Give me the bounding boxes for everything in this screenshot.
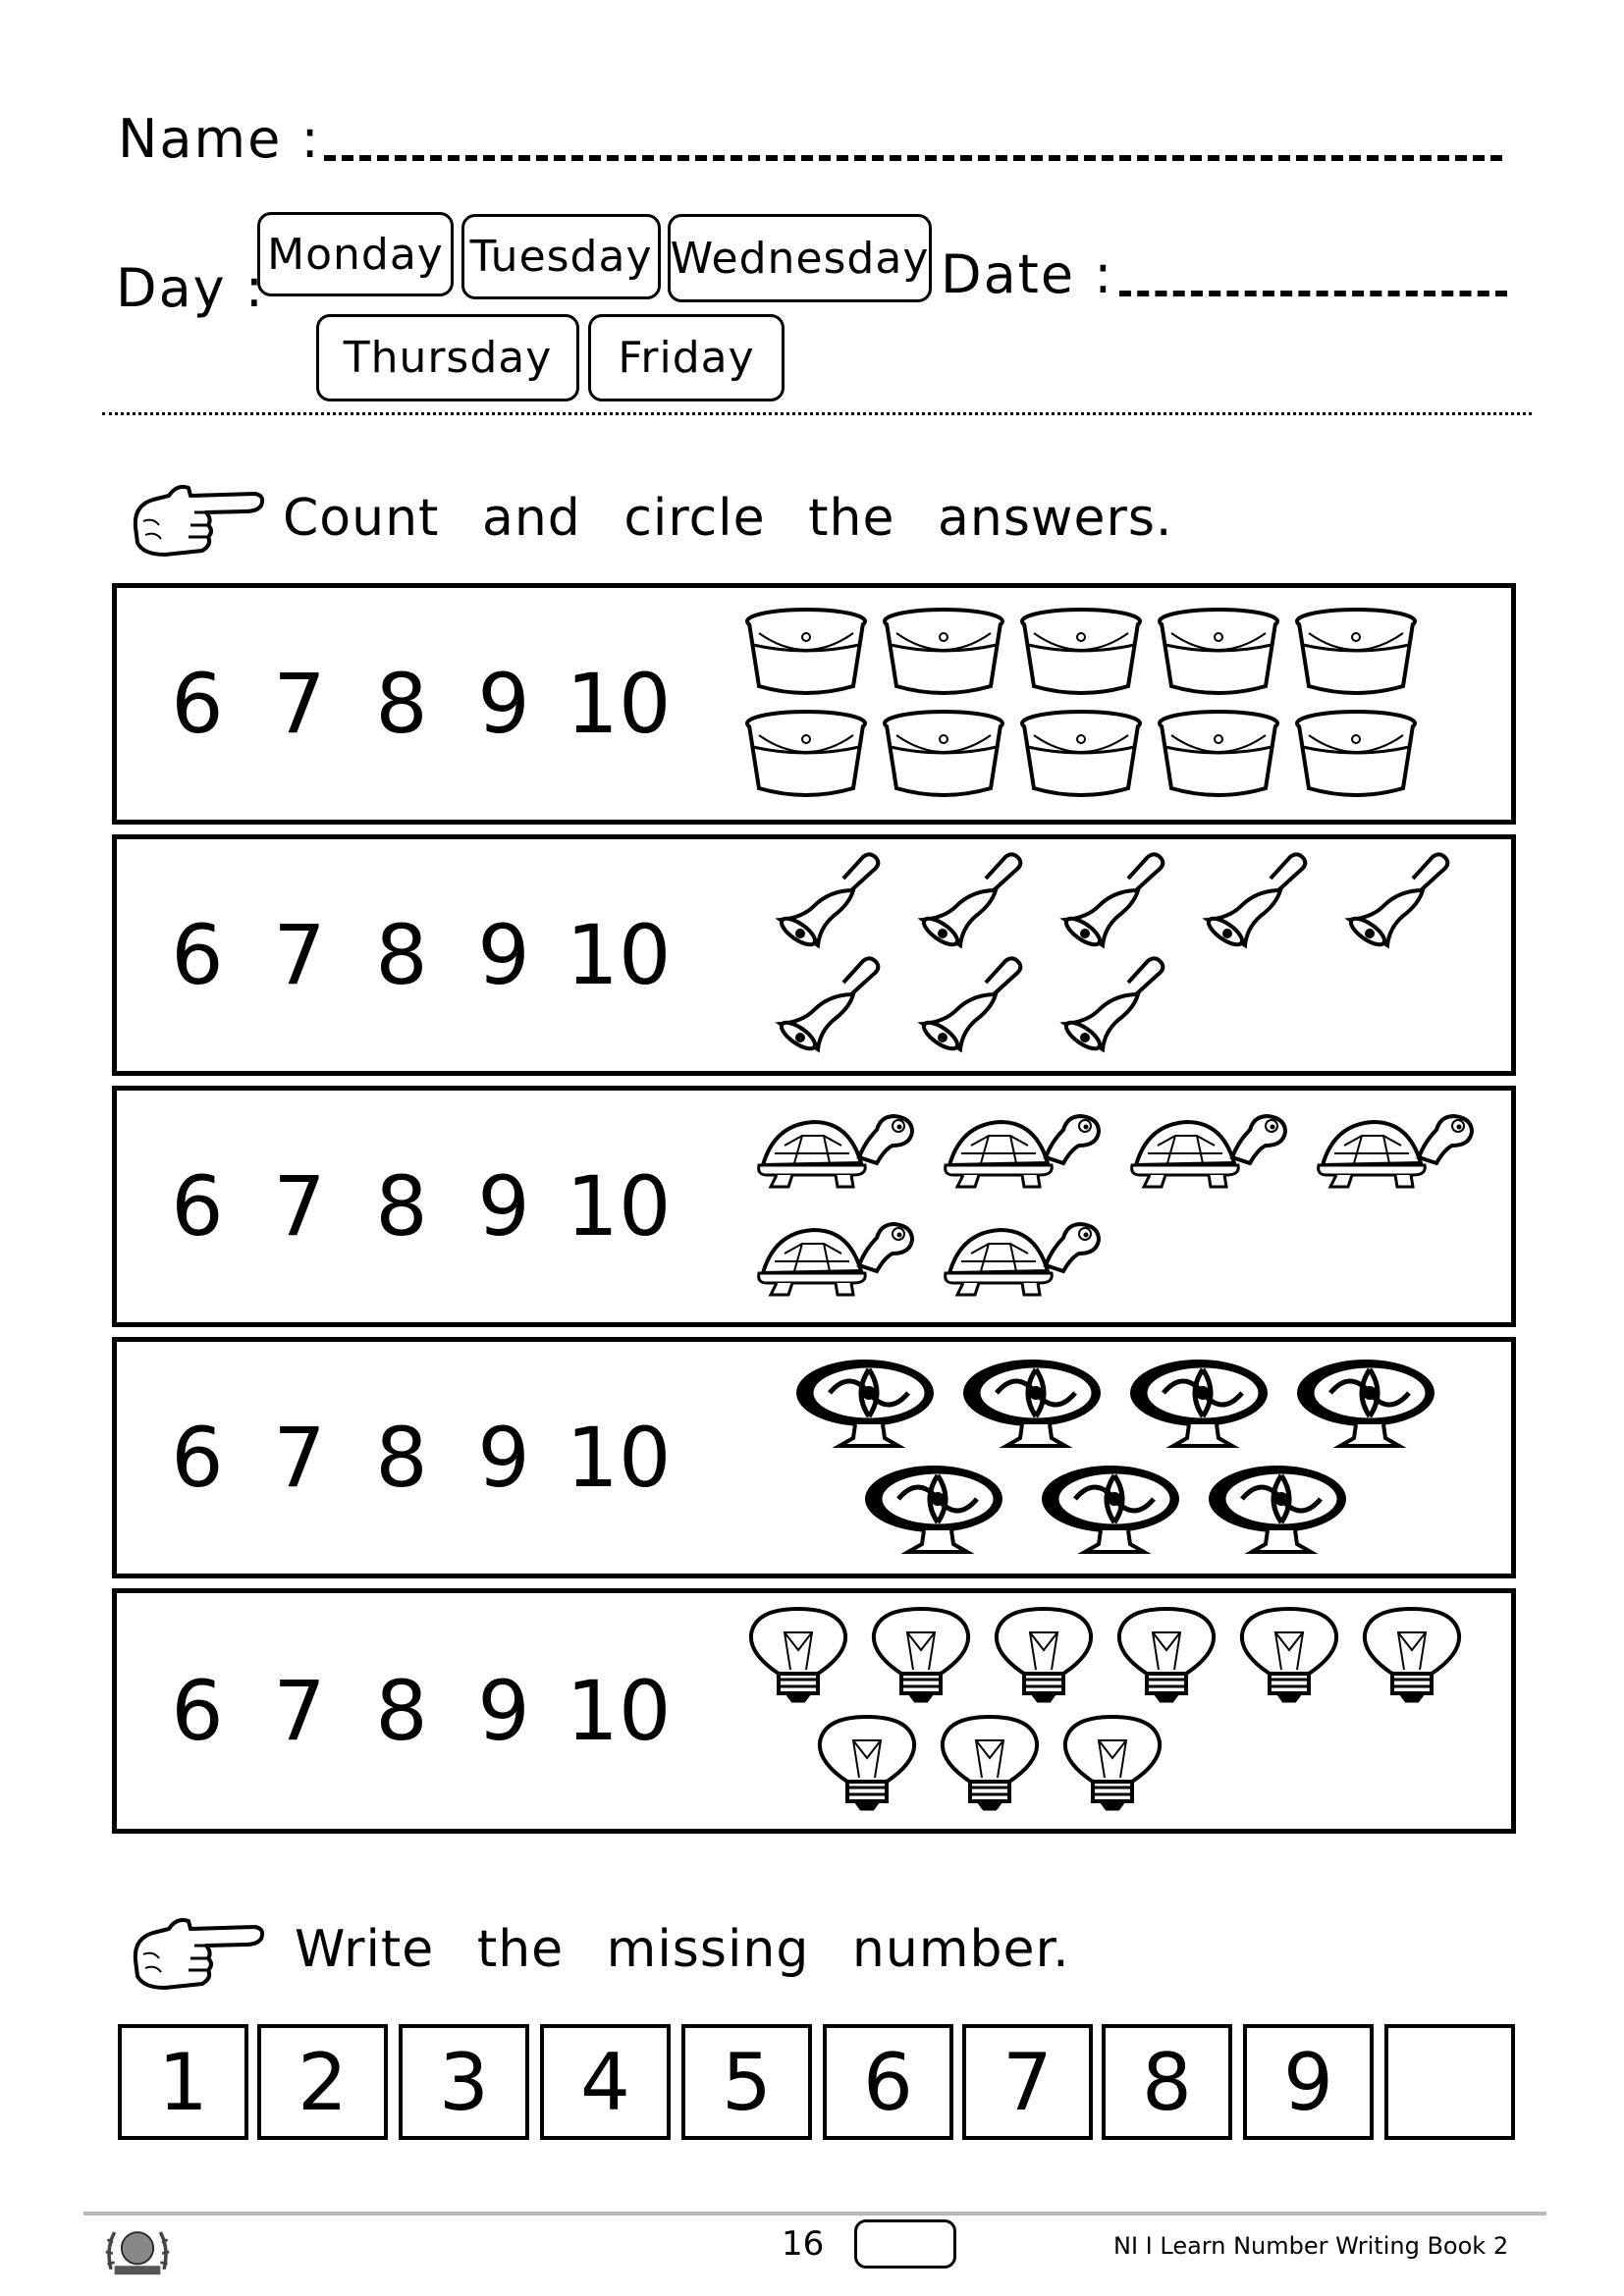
- count-row-light-bulbs: [112, 1588, 1516, 1834]
- pointing-hand-icon: [130, 1899, 267, 1998]
- pointing-hand-icon: [130, 466, 267, 564]
- answer-option[interactable]: 9: [477, 1158, 530, 1255]
- answer-option[interactable]: 7: [273, 907, 326, 1003]
- answer-option[interactable]: 8: [375, 907, 428, 1003]
- answer-option[interactable]: 9: [477, 1410, 530, 1506]
- number-box: 9: [1243, 2024, 1374, 2140]
- day-option-monday[interactable]: Monday: [257, 212, 454, 296]
- score-box[interactable]: [854, 2219, 956, 2269]
- answer-option[interactable]: 7: [273, 1663, 326, 1759]
- answer-option[interactable]: 10: [566, 907, 672, 1003]
- number-box: 2: [257, 2024, 388, 2140]
- answer-option[interactable]: 10: [566, 1158, 672, 1255]
- answer-option[interactable]: 9: [477, 907, 530, 1003]
- number-box: 7: [962, 2024, 1093, 2140]
- answer-option[interactable]: 8: [375, 1410, 428, 1506]
- answer-option[interactable]: 8: [375, 1158, 428, 1255]
- answer-option[interactable]: 7: [273, 1158, 326, 1255]
- missing-number-instruction: Write the missing number.: [295, 1920, 1070, 1979]
- count-instruction: Count and circle the answers.: [283, 489, 1173, 548]
- answer-option[interactable]: 6: [171, 907, 224, 1003]
- number-box: 3: [399, 2024, 529, 2140]
- count-row-fans: [112, 1337, 1516, 1578]
- answer-option[interactable]: 6: [171, 1410, 224, 1506]
- bell-group: [745, 849, 1491, 1065]
- date-line[interactable]: [1119, 291, 1507, 296]
- light-bulb-group: [745, 1603, 1491, 1819]
- answer-option[interactable]: 10: [566, 656, 672, 752]
- answer-option[interactable]: 8: [375, 656, 428, 752]
- answer-option[interactable]: 6: [171, 656, 224, 752]
- number-box: 6: [823, 2024, 953, 2140]
- day-option-thursday[interactable]: Thursday: [316, 314, 579, 401]
- day-option-friday[interactable]: Friday: [588, 314, 785, 401]
- answer-option[interactable]: 8: [375, 1663, 428, 1759]
- name-line[interactable]: [324, 155, 1502, 161]
- number-box: 5: [681, 2024, 812, 2140]
- count-row-buckets: [112, 583, 1516, 825]
- fan-group: [745, 1352, 1491, 1568]
- answer-option[interactable]: 7: [273, 1410, 326, 1506]
- answer-option[interactable]: 10: [566, 1663, 672, 1759]
- count-row-turtles: [112, 1086, 1516, 1327]
- answer-option[interactable]: 10: [566, 1410, 672, 1506]
- footer-divider: [83, 2212, 1546, 2216]
- count-row-bells: [112, 834, 1516, 1076]
- answer-option[interactable]: 6: [171, 1663, 224, 1759]
- number-box: 4: [540, 2024, 671, 2140]
- day-option-wednesday[interactable]: Wednesday: [668, 214, 932, 302]
- number-box: 8: [1102, 2024, 1232, 2140]
- name-label: Name :: [118, 108, 321, 170]
- missing-number-answer-box[interactable]: [1384, 2024, 1515, 2140]
- header-divider: [102, 412, 1532, 415]
- publisher-logo-icon: [98, 2216, 177, 2293]
- answer-option[interactable]: 6: [171, 1158, 224, 1255]
- bucket-group: [745, 598, 1491, 814]
- date-label: Date :: [941, 243, 1114, 305]
- day-label: Day :: [116, 257, 265, 319]
- page-number: 16: [782, 2224, 825, 2264]
- day-option-tuesday[interactable]: Tuesday: [461, 214, 661, 299]
- answer-option[interactable]: 9: [477, 656, 530, 752]
- number-box: 1: [118, 2024, 248, 2140]
- answer-option[interactable]: 7: [273, 656, 326, 752]
- turtle-group: [745, 1100, 1491, 1316]
- answer-option[interactable]: 9: [477, 1663, 530, 1759]
- book-title: NI I Learn Number Writing Book 2: [1113, 2232, 1509, 2260]
